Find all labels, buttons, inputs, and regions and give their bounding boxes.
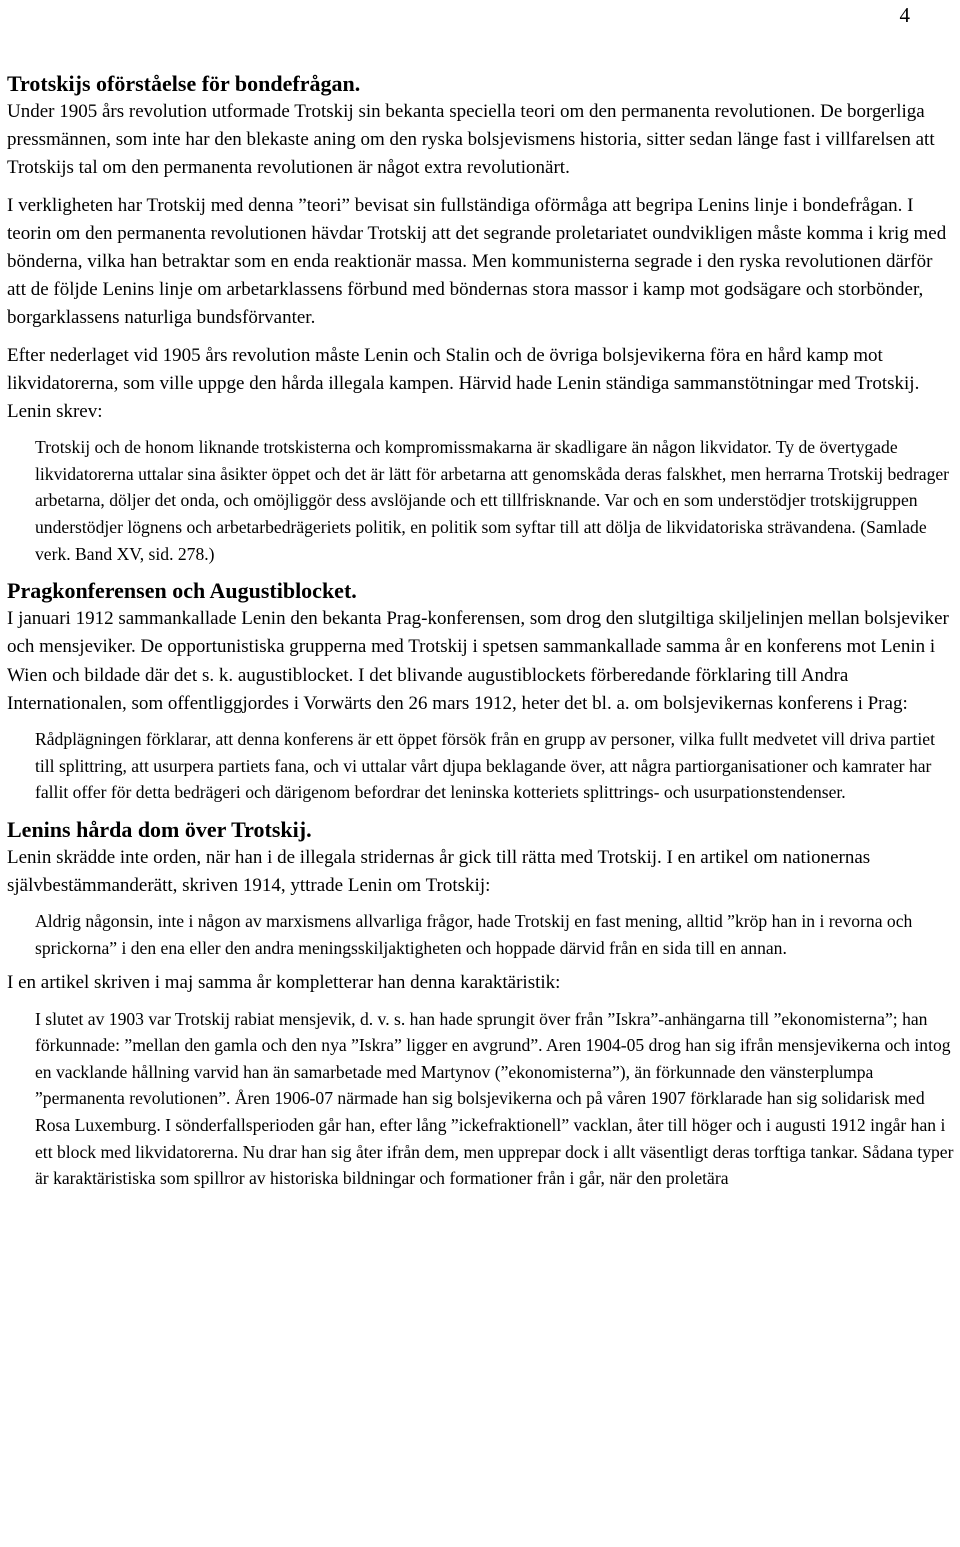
- paragraph: Efter nederlaget vid 1905 års revolution måste Lenin och Stalin och de övriga bolsjevikerna föra en hård kamp mot likvidatorerna, som ville uppge den hårda illegala kampen. Härvid hade Lenin ständiga sammanstötningar med Trotskij. Lenin skrev:: [7, 344, 920, 423]
- section-heading: Pragkonferensen och Augustiblocket.: [7, 578, 357, 604]
- paragraph: Under 1905 års revolution utformade Trotskij sin bekanta speciella teori om den permanenta revolutionen. De borgerliga pressmännen, som inte har den blekaste aning om den ryska bolsjevismens historia, sitter sedan länge fast i villfarelsen att Trotskijs tal om den permanenta revolutionen är något extra revolutionärt.: [7, 101, 935, 179]
- paragraph: Lenin skrädde inte orden, när han i de illegala stridernas år gick till rätta med Trotskij. I en artikel om nationernas självbestämmanderätt, skriven 1914, yttrade Lenin om Trotskij:: [7, 846, 871, 896]
- block-quote: Aldrig någonsin, inte i någon av marxismens allvarliga frågor, hade Trotskij en fast mening, alltid ”kröp han in i revorna och sprickorna” i den ena eller den andra meningsskiljaktigheten och hoppade därvid från en sida till en annan.: [35, 911, 913, 958]
- paragraph: I en artikel skriven i maj samma år kompletterar han denna karaktäristik:: [7, 972, 561, 994]
- page-number: 4: [899, 3, 910, 27]
- section-prague-conference: [7, 577, 955, 806]
- section-trotsky-peasant-question: [7, 70, 955, 567]
- block-quote: Trotskij och de honom liknande trotskisterna och kompromissmakarna är skadligare än någon likvidator. Ty de övertygade likvidatorerna uttalar sina åsikter öppet och det är lätt för arbetarna att genomskåda deras falskhet, men herrarna Trotskij bedrager arbetarna, döljer det onda, och omöjliggör dess avslöjande och ett tillfrisknande. Var och en som understödjer trotskijgruppen understödjer lögnens och arbetarbedrägeriets politik, en politik som syftar till att dölja de likvidatoriska strävandena. (Samlade verk. Band XV, sid. 278.): [35, 437, 950, 564]
- paragraph: I januari 1912 sammankallade Lenin den bekanta Prag-konferensen, som drog den slutgiltiga skiljelinjen mellan bolsjeviker och mensjeviker. De opportunistiska grupperna med Trotskij i spetsen sammankallade samma år en konferens mot Lenin i Wien och bildade där det s. k. augustiblocket. I det blivande augustiblockets förberedande förklaring till Andra Internationalen, som offentliggjordes i Vorwärts den 26 mars 1912, heter det bl. a. om bolsjevikernas konferens i Prag:: [7, 608, 949, 714]
- section-lenin-verdict: [7, 816, 955, 1192]
- document-body: [7, 70, 955, 1200]
- block-quote: Rådplägningen förklarar, att denna konferens är ett öppet försök från en grupp av personer, vilka fullt medvetet vill driva partiet till splittring, att usurpera partiets fana, och vi uttalar vårt djupa beklagande över, att några partiorganisationer och kamrater har fallit offer för detta bedrägeri och därigenom befordrar det leninska kotteriets splittrings- och usurpationstendenser.: [35, 729, 935, 803]
- block-quote: I slutet av 1903 var Trotskij rabiat mensjevik, d. v. s. han hade sprungit över från ”Iskra”-anhängarna till ”ekonomisterna”; han förkunnade: ”mellan den gamla och den nya ”Iskra” ligger en avgrund”. Aren 1904-05 drog han sig ifrån mensjevikerna och intog en vacklande hållning varvid han än samarbetade med Martynov (”ekonomisterna”), än förkunnade den vänsterplumpa ”permanenta revolutionen”. Åren 1906-07 närmade han sig bolsjevikerna och på våren 1907 förklarade han sig solidarisk med Rosa Luxemburg. I sönderfallsperioden går han, efter lång ”ickefraktionell” vacklan, åter till höger och i augusti 1912 ingår han i ett block med likvidatorerna. Nu drar han sig åter ifrån dem, men upprepar dock i allt väsentligt deras torftiga tankar. Sådana typer är karaktäristiska som spillror av historiska bildningar och formationer från i går, när den proletära: [35, 1008, 954, 1189]
- section-heading: Trotskijs oförståelse för bondefrågan.: [7, 71, 361, 96]
- section-heading: Lenins hårda dom över Trotskij.: [7, 816, 312, 842]
- paragraph: I verkligheten har Trotskij med denna ”teori” bevisat sin fullständiga oförmåga att begripa Lenins linje i bondefrågan. I teorin om den permanenta revolutionen hävdar Trotskij att det segrande proletariatet oundvikligen måste komma i krig med bönderna, vilka han betraktar som en enda reaktionär massa. Men kommunisterna segrade i den ryska revolutionen därför att de följde Lenins linje om arbetarklassens förbund med böndernas stora massor i kamp mot godsägare och storbönder, borgarklassens naturliga bundsförvanter.: [7, 194, 947, 329]
